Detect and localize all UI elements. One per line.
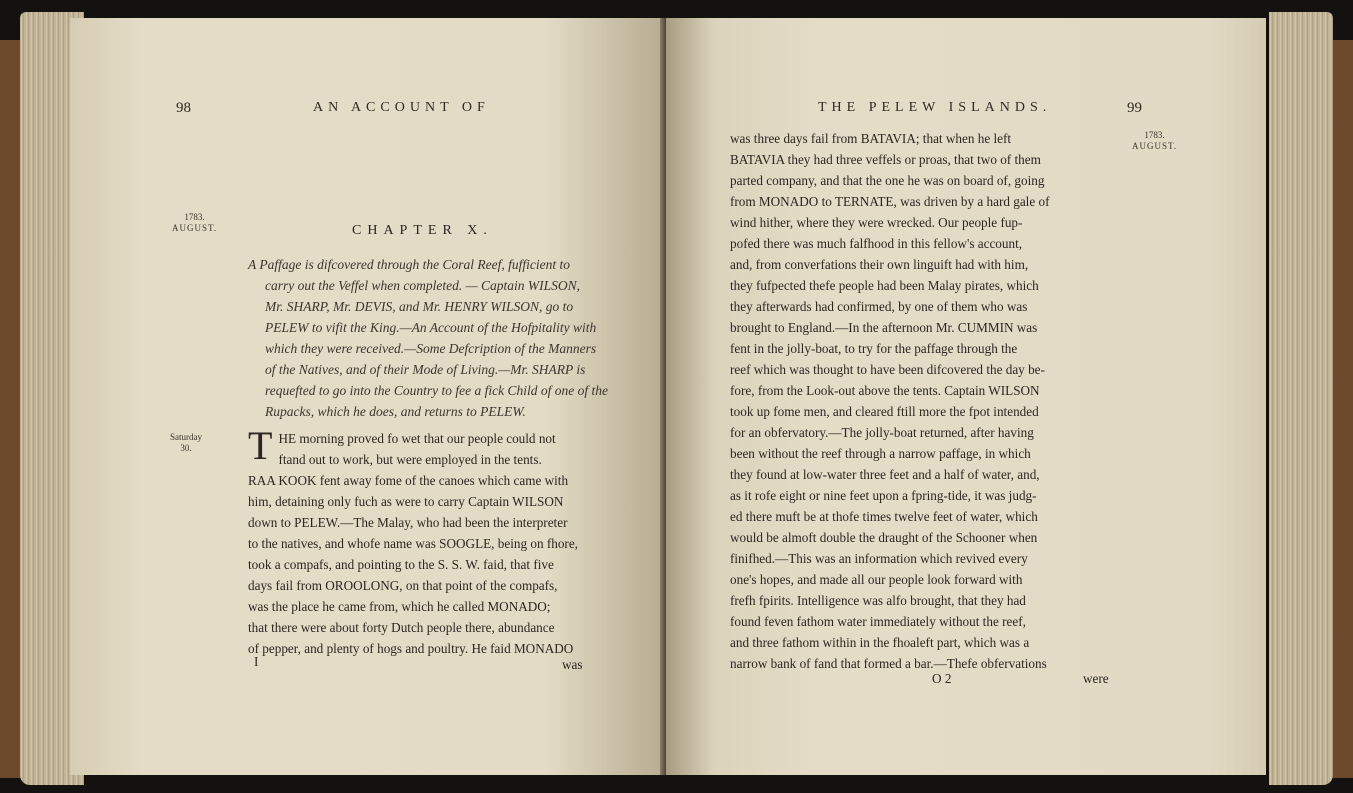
right-catchword: were	[1083, 671, 1109, 686]
body-line: RAA KOOK fent away fome of the canoes which came with	[248, 473, 569, 488]
summary-line: Mr. SHARP, Mr. DEVIS, and Mr. HENRY WILSON, go to	[265, 299, 574, 314]
body-line: fore, from the Look-out above the tents. Captain WILSON	[730, 383, 1040, 398]
chapter-title: CHAPTER X.	[352, 223, 493, 238]
body-line: finifhed.—This was an information which revived every	[730, 551, 1028, 566]
right-body-text	[730, 128, 1050, 674]
body-line: down to PELEW.—The Malay, who had been the interpreter	[248, 515, 568, 530]
left-signature: I	[254, 654, 259, 669]
right-page-number: 99	[1127, 100, 1142, 116]
left-body-text	[248, 423, 593, 659]
body-line: took up fome men, and cleared ftill more the fpot intended	[730, 404, 1039, 419]
body-line: been without the reef through a narrow paffage, in which	[730, 446, 1031, 461]
body-line: days fail from OROOLONG, on that point of the compafs,	[248, 578, 558, 593]
body-line: as it rofe eight or nine feet upon a fpring-tide, it was judg-	[730, 488, 1037, 503]
drop-cap: T	[248, 423, 273, 468]
left-margin-month: AUGUST.	[172, 223, 218, 233]
right-margin-date	[1132, 130, 1177, 152]
right-margin-year: 1783.	[1144, 130, 1165, 140]
body-line: that there were about forty Dutch people there, abundance	[248, 620, 555, 635]
right-page-edges	[1269, 12, 1333, 785]
body-line: would be almoft double the draught of the Schooner when	[730, 530, 1038, 545]
summary-line: of the Natives, and of their Mode of Living.—Mr. SHARP is	[265, 362, 586, 377]
summary-line: PELEW to vifit the King.—An Account of the Hofpitality with	[265, 320, 597, 335]
summary-line: Rupacks, which he does, and returns to PELEW.	[265, 404, 526, 419]
body-line: wind hither, where they were wrecked. Our people fup-	[730, 215, 1023, 230]
body-line: found feven fathom water immediately without the reef,	[730, 614, 1026, 629]
chapter-summary	[248, 254, 608, 422]
right-signature: O 2	[932, 671, 952, 686]
left-running-head: AN ACCOUNT OF	[313, 100, 490, 115]
body-line: ftand out to work, but were employed in the tents.	[278, 452, 542, 467]
body-line: took a compafs, and pointing to the S. S. W. faid, that five	[248, 557, 554, 572]
body-line: pofed there was much falfhood in this fellow's account,	[730, 236, 1023, 251]
body-line: HE morning proved fo wet that our people could not	[278, 431, 556, 446]
body-line: parted company, and that the one he was on board of, going	[730, 173, 1045, 188]
body-line: brought to England.—In the afternoon Mr. CUMMIN was	[730, 320, 1038, 335]
body-line: narrow bank of fand that formed a bar.—Thefe obfervations	[730, 656, 1047, 671]
body-line: from MONADO to TERNATE, was driven by a hard gale of	[730, 194, 1050, 209]
body-line: frefh fpirits. Intelligence was alfo brought, that they had	[730, 593, 1026, 608]
margin-day-name: Saturday	[170, 432, 202, 442]
body-line: him, detaining only fuch as were to carry Captain WILSON	[248, 494, 564, 509]
left-margin-year: 1783.	[184, 212, 205, 222]
body-line: and, from converfations their own linguift had with him,	[730, 257, 1029, 272]
body-line: they fufpected thefe people had been Malay pirates, which	[730, 278, 1039, 293]
body-line: for an obfervatory.—The jolly-boat returned, after having	[730, 425, 1034, 440]
body-line: BATAVIA they had three veffels or proas, that two of them	[730, 152, 1041, 167]
body-line: was the place he came from, which he called MONADO;	[248, 599, 551, 614]
margin-day-date: 30.	[180, 443, 192, 453]
body-line: they found at low-water three feet and a half of water, and,	[730, 467, 1040, 482]
right-running-head: THE PELEW ISLANDS.	[818, 100, 1052, 115]
summary-line: A Paffage is difcovered through the Coral Reef, fufficient to	[248, 257, 570, 272]
body-line: fent in the jolly-boat, to try for the paffage through the	[730, 341, 1018, 356]
body-line: one's hopes, and made all our people look forward with	[730, 572, 1023, 587]
right-margin-month: AUGUST.	[1132, 141, 1178, 151]
body-line: was three days fail from BATAVIA; that when he left	[730, 131, 1012, 146]
summary-line: which they were received.—Some Defcription of the Manners	[265, 341, 597, 356]
left-margin-day	[170, 432, 202, 454]
summary-line: requefted to go into the Country to fee a fick Child of one of the	[265, 383, 608, 398]
body-line: and three fathom within in the fhoaleft part, which was a	[730, 635, 1030, 650]
body-line: of pepper, and plenty of hogs and poultry. He faid MONADO	[248, 641, 574, 656]
left-page-number: 98	[176, 100, 191, 116]
body-line: reef which was thought to have been difcovered the day be-	[730, 362, 1045, 377]
body-line: they afterwards had confirmed, by one of them who was	[730, 299, 1028, 314]
body-line: to the natives, and whofe name was SOOGLE, being on fhore,	[248, 536, 578, 551]
body-line: ed there muft be at thofe times twelve feet of water, which	[730, 509, 1038, 524]
left-catchword: was	[562, 657, 583, 672]
summary-line: carry out the Veffel when completed. — Captain WILSON,	[265, 278, 580, 293]
left-margin-date	[172, 212, 217, 234]
